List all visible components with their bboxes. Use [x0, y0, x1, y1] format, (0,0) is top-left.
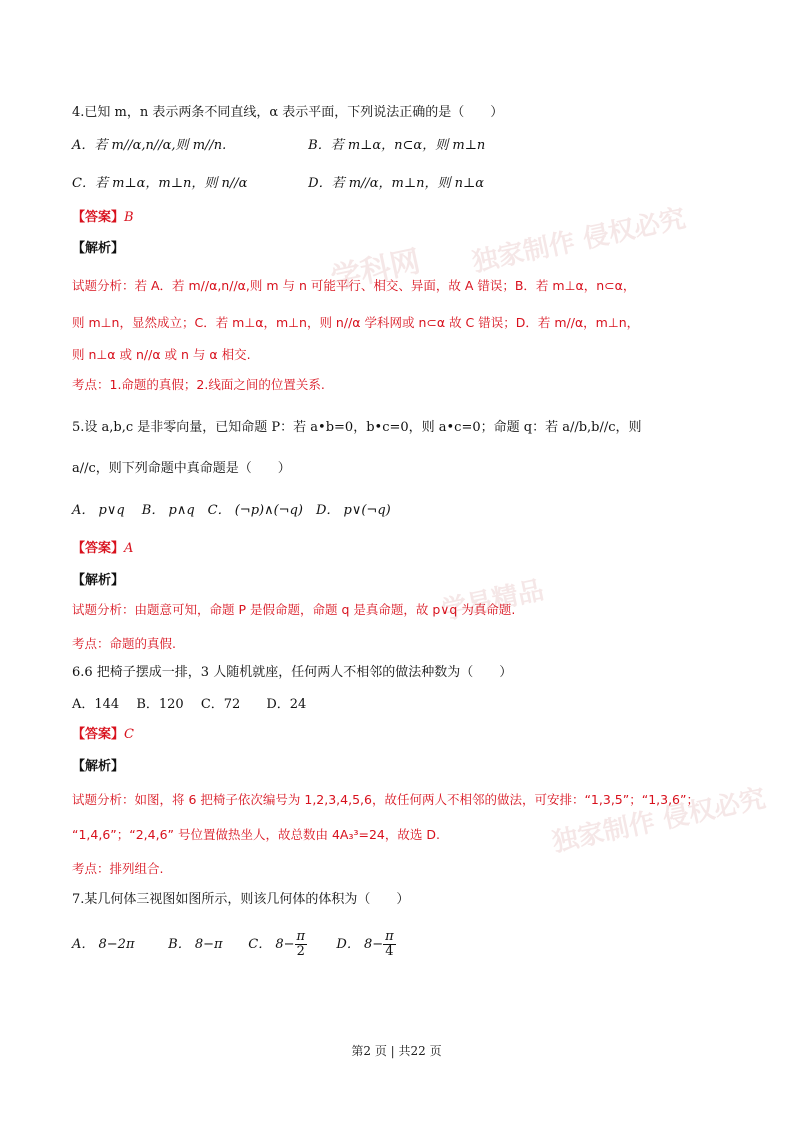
q4-options-row1 — [72, 137, 485, 155]
q5-stem-2: a//c，则下列命题中真命题是（ ） — [72, 461, 291, 476]
q4-answer — [72, 209, 134, 227]
q4-option-a: A．若 m//α,n//α,则 m//n. — [72, 138, 227, 153]
q5-options: A． p∨q B． p∧q C． (¬p)∧(¬q) D． p∨(¬q) — [72, 503, 391, 518]
q5-answer: 【答案】A — [72, 541, 134, 556]
q4-analysis-1: 试题分析：若 A．若 m//α,n//α,则 m 与 n 可能平行、相交、异面，故 A 错误；B．若 m⊥α，n⊂α， — [72, 278, 636, 293]
q4-option-c: C．若 m⊥α，m⊥n，则 n//α — [72, 176, 248, 191]
watermark-2: 独家制作 侵权必究 — [469, 203, 689, 279]
watermark-4: 独家制作 侵权必究 — [549, 783, 769, 859]
q5-analysis-1: 试题分析：由题意可知，命题 P 是假命题，命题 q 是真命题，故 p∨q 为真命题. — [72, 602, 516, 617]
q7-option-c: C． 8− $\frac{\pi}{2}$ — [248, 929, 306, 959]
q7-option-b: B． 8−π — [168, 937, 223, 952]
q4-option-b: B．若 m⊥α，n⊂α，则 m⊥n — [308, 138, 486, 153]
q4-analysis-2: 则 m⊥n，显然成立；C．若 m⊥α，m⊥n，则 n//α 学科网或 n⊂α 故 C 错误；D．若 m//α，m⊥n， — [72, 315, 640, 330]
q6-kaodian: 考点：排列组合. — [72, 861, 164, 876]
answer-label: 【答案】B — [72, 210, 134, 225]
q6-analysis-2: “1,4,6”；“2,4,6” 号位置做热坐人，故总数由 4A₃³=24，故选 D. — [72, 827, 440, 842]
page-footer: 第2 页 | 共22 页 — [351, 1044, 442, 1058]
q5-kaodian: 考点：命题的真假. — [72, 636, 176, 651]
q5-stem-1: 5.设 a,b,c 是非零向量，已知命题 P：若 a•b=0，b•c=0，则 a•c=0；命题 q：若 a//b,b//c，则 — [72, 420, 642, 435]
q7-option-a: A． 8−2π — [72, 937, 135, 952]
q4-option-d: D．若 m//α，m⊥n，则 n⊥α — [308, 176, 484, 191]
q6-options: A．144 B．120 C．72 D．24 — [72, 697, 307, 712]
q5-analysis-label: 【解析】 — [72, 573, 125, 588]
watermark-3: 学易精品 — [438, 575, 547, 627]
q6-stem: 6.6 把椅子摆成一排，3 人随机就座，任何两人不相邻的做法种数为（ ） — [72, 665, 513, 680]
q4-analysis-3: 则 n⊥α 或 n//α 或 n 与 α 相交. — [72, 347, 251, 362]
q7-option-d: D． 8− $\frac{\pi}{4}$ — [336, 929, 394, 959]
watermark-1: 学科网 — [328, 243, 424, 297]
q4-analysis-label: 【解析】 — [72, 241, 125, 256]
q6-analysis-label: 【解析】 — [72, 759, 125, 774]
q4-options-row2 — [72, 175, 484, 193]
q6-analysis-1: 试题分析：如图，将 6 把椅子依次编号为 1,2,3,4,5,6，故任何两人不相邻的做法，可安排：“1,3,5”；“1,3,6”； — [72, 792, 699, 807]
q4-kaodian: 考点：1.命题的真假；2.线面之间的位置关系. — [72, 377, 325, 392]
q7-stem: 7.某几何体三视图如图所示，则该几何体的体积为（ ） — [72, 892, 410, 907]
q6-answer: 【答案】C — [72, 727, 134, 742]
q4-stem: 4.已知 m，n 表示两条不同直线，α 表示平面，下列说法正确的是（ ） — [72, 105, 504, 120]
q7-options — [72, 930, 396, 960]
